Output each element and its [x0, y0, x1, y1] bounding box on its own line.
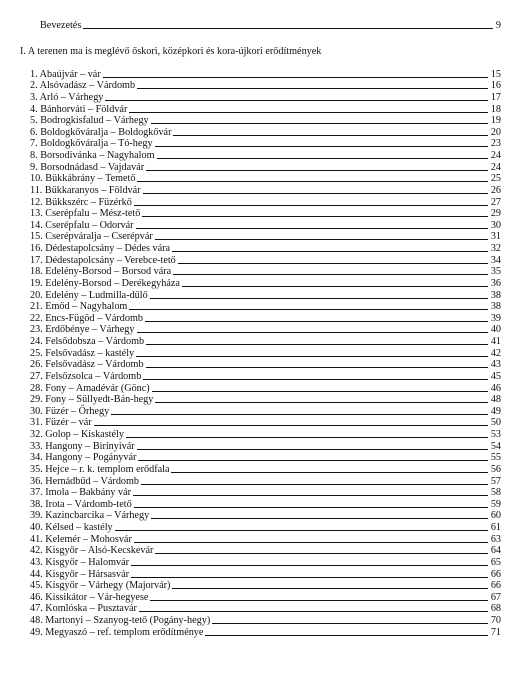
toc-entry: [30, 405, 501, 417]
section-title: I. A tereпen ma is meglévő őskori, középkori és kora-újkori erődítmények: [20, 46, 322, 57]
toc-leader: [134, 542, 488, 543]
toc-entry-label: 14. Cserépfalu – Odorvár: [30, 219, 134, 231]
toc-entry-page: 17: [490, 91, 501, 103]
toc-entry-page: 31: [490, 231, 501, 243]
toc-entry: [30, 347, 501, 359]
toc-entry-label: 2. Alsóvadász – Várdomb: [30, 80, 136, 92]
toc-leader: [146, 367, 488, 368]
toc-entry-label: 4. Bánhorváti – Földvár: [30, 103, 128, 115]
toc-entry-label: 23. Erdőbénye – Várhegy: [30, 324, 135, 336]
toc-entry-label: 3. Arló – Várhegy: [30, 91, 104, 103]
toc-leader: [103, 77, 488, 78]
toc-entry-page: 53: [490, 429, 501, 440]
toc-entry: [30, 498, 501, 510]
toc-entry-page: 49: [490, 405, 501, 417]
toc-intro-label: Bevezetés: [40, 20, 82, 31]
toc-entry-page: 29: [490, 208, 501, 220]
toc-leader: [143, 193, 488, 194]
toc-entry: [30, 580, 501, 592]
toc-intro-line: [40, 20, 501, 31]
toc-entry-label: 40. Kélsed – kastély: [30, 522, 113, 533]
toc-entry: [30, 173, 501, 185]
toc-entry: [30, 417, 501, 429]
toc-entry-page: 58: [490, 487, 501, 499]
toc-entry-label: 38. Irota – Várdomb-tető: [30, 498, 132, 510]
toc-leader: [171, 472, 487, 473]
toc-leader: [137, 332, 488, 333]
toc-entry-page: 34: [490, 254, 501, 266]
toc-entry-page: 30: [490, 219, 501, 231]
toc-entry-page: 15: [490, 68, 501, 80]
toc-leader: [83, 28, 493, 29]
toc-entry-page: 66: [490, 568, 501, 580]
toc-entry-label: 13. Cserépfalu – Mész-tető: [30, 208, 141, 220]
toc-leader: [131, 577, 488, 578]
toc-entry: [30, 335, 501, 347]
toc-entry-label: 25. Felsővadász – kastély: [30, 347, 135, 359]
toc-leader: [94, 425, 488, 426]
toc-entry: [30, 556, 501, 568]
toc-entry-page: 20: [490, 126, 501, 138]
toc-entry-label: 6. Boldogkőváralja – Boldogkővár: [30, 126, 172, 138]
toc-leader: [145, 321, 488, 322]
toc-leader: [126, 437, 488, 438]
toc-leader: [172, 251, 488, 252]
toc-entry-label: 49. Megyaszó – ref. templom erődítménye: [30, 626, 204, 638]
toc-entry-label: 48. Martonyi – Szanyog-tető (Pogány-hegy): [30, 615, 211, 626]
toc-leader: [137, 449, 488, 450]
toc-entry: [30, 510, 501, 522]
toc-entry-label: 41. Kelemér – Mohosvár: [30, 533, 132, 545]
toc-entry: [30, 242, 501, 254]
toc-leader: [136, 228, 488, 229]
toc-entry-label: 39. Kazincbarcika – Várhegy: [30, 510, 150, 522]
toc-entry-label: 30. Füzér – Őrhegy: [30, 405, 110, 417]
toc-entry-page: 42: [490, 347, 501, 359]
toc-entry-label: 8. Borsodivánka – Nagyhalom: [30, 150, 155, 161]
toc-entry: [30, 254, 501, 266]
toc-leader: [150, 600, 487, 601]
toc-entry-page: 60: [490, 510, 501, 522]
toc-leader: [182, 286, 488, 287]
toc-entry-page: 68: [490, 603, 501, 615]
toc-leader: [111, 414, 488, 415]
toc-entry-label: 34. Hangony – Pogányvár: [30, 452, 137, 464]
toc-leader: [146, 344, 488, 345]
toc-entry-page: 56: [490, 463, 501, 475]
toc-leader: [105, 100, 487, 101]
toc-entry: [30, 591, 501, 603]
toc-entry-label: 11. Bükkaranyos – Földvár: [30, 184, 141, 196]
toc-entry-label: 24. Felsődobsza – Várdomb: [30, 336, 145, 347]
toc-entry: [30, 184, 501, 196]
toc-entry-page: 65: [490, 556, 501, 568]
toc-entry: [30, 370, 501, 382]
toc-leader: [146, 170, 488, 171]
toc-entry: [30, 208, 501, 220]
toc-leader: [133, 495, 488, 496]
toc-entry-page: 64: [490, 545, 501, 557]
toc-entry-page: 16: [490, 80, 501, 92]
toc-entry: [30, 475, 501, 487]
toc-leader: [151, 123, 488, 124]
toc-leader: [212, 623, 488, 624]
toc-leader: [150, 298, 488, 299]
toc-entry-page: 38: [490, 301, 501, 313]
toc-entry-page: 70: [490, 615, 501, 626]
toc-entry-label: 17. Dédestapolcsány – Verebce-tető: [30, 254, 176, 266]
toc-leader: [137, 181, 487, 182]
toc-entry-page: 36: [490, 277, 501, 289]
toc-entry: [30, 161, 501, 173]
toc-entry-label: 10. Bükkábrány – Temető: [30, 173, 136, 185]
toc-entry: [30, 312, 501, 324]
toc-entry-page: 38: [490, 289, 501, 301]
toc-entry-label: 45. Kisgyőr – Várhegy (Majorvár): [30, 580, 171, 592]
toc-entry: [30, 115, 501, 127]
toc-leader: [205, 635, 487, 636]
toc-entry: [30, 603, 501, 615]
toc-entry-label: 42. Kisgyőr – Alsó-Kecskevár: [30, 545, 154, 557]
toc-entry-label: 16. Dédestapolcsány – Dédes vára: [30, 243, 171, 254]
toc-leader: [173, 135, 487, 136]
toc-entry: [30, 196, 501, 208]
toc-entry-label: 18. Edelény-Borsod – Borsod vára: [30, 266, 172, 278]
toc-entry-label: 33. Hangony – Birinyivár: [30, 440, 135, 452]
toc-entry-page: 67: [490, 591, 501, 603]
toc-entry-label: 12. Bükkszérc – Füzérkő: [30, 196, 132, 208]
toc-intro-page: 9: [495, 20, 501, 31]
toc-entry-page: 19: [490, 115, 501, 127]
toc-entry-page: 41: [490, 336, 501, 347]
toc-leader: [134, 507, 488, 508]
toc-entry-page: 71: [490, 626, 501, 638]
toc-entry-page: 48: [490, 394, 501, 406]
toc-entry: [30, 301, 501, 313]
toc-entry: [30, 80, 501, 92]
toc-entry-label: 29. Fony – Süllyedt-Bán-hegy: [30, 394, 154, 406]
toc-entry: [30, 149, 501, 161]
toc-entry: [30, 91, 501, 103]
toc-leader: [131, 565, 488, 566]
toc-entry-label: 19. Edelény-Borsod – Derékegyháza: [30, 277, 180, 289]
toc-entry: [30, 521, 501, 533]
toc-entry-page: 50: [490, 417, 501, 429]
toc-entry-label: 37. Imola – Bakbány vár: [30, 487, 131, 499]
toc-entry-label: 35. Hejce – r. k. templom erődfala: [30, 463, 170, 475]
toc-leader: [136, 356, 488, 357]
toc-leader: [141, 484, 488, 485]
toc-entry-page: 57: [490, 475, 501, 487]
toc-entry-page: 55: [490, 452, 501, 464]
toc-leader: [139, 611, 488, 612]
toc-entry-page: 24: [490, 161, 501, 173]
toc-entry: [30, 103, 501, 115]
toc-leader: [155, 239, 488, 240]
toc-entry-label: 22. Encs-Fügöd – Várdomb: [30, 312, 143, 324]
toc-entry-label: 7. Boldogkőváralja – Tó-hegy: [30, 138, 153, 150]
toc-entry-page: 45: [490, 370, 501, 382]
toc-entry-label: 20. Edelény – Ludmilla-dűlő: [30, 289, 148, 301]
toc-entry-label: 32. Golop – Kiskastély: [30, 429, 124, 440]
toc-entry-label: 28. Fony – Amadévár (Gönc): [30, 382, 150, 394]
toc-entry: [30, 324, 501, 336]
toc-entry: [30, 138, 501, 150]
toc-entry: [30, 231, 501, 243]
toc-leader: [178, 263, 488, 264]
toc-entry-label: 21. Emőd – Nagyhalom: [30, 301, 128, 313]
toc-entry: [30, 626, 501, 638]
toc-entry: [30, 440, 501, 452]
toc-entry-page: 23: [490, 138, 501, 150]
toc-entry: [30, 545, 501, 557]
toc-entry-label: 43. Kisgyőr – Halomvár: [30, 556, 130, 568]
toc-entry: [30, 266, 501, 278]
toc-entry: [30, 533, 501, 545]
toc-leader: [143, 379, 488, 380]
toc-entry: [30, 382, 501, 394]
toc-leader: [142, 216, 487, 217]
toc-leader: [115, 530, 488, 531]
toc-entry-label: 1. Abaújvár – vár: [30, 68, 101, 80]
toc-entry: [30, 277, 501, 289]
toc-leader: [152, 391, 488, 392]
toc-entry: [30, 614, 501, 626]
toc-entry-page: 43: [490, 359, 501, 371]
toc-leader: [155, 553, 487, 554]
toc-entry-page: 18: [490, 103, 501, 115]
toc-entry-label: 15. Cserépváralja – Cserépvár: [30, 231, 153, 243]
toc-entry: [30, 219, 501, 231]
toc-entry-page: 66: [490, 580, 501, 592]
toc-entry-label: 5. Bodrogkisfalud – Várhegy: [30, 115, 149, 127]
toc-entry: [30, 289, 501, 301]
toc-entry: [30, 428, 501, 440]
toc-entry: [30, 359, 501, 371]
toc-entry-label: 27. Felsőzsolca – Várdomb: [30, 370, 142, 382]
toc-leader: [151, 518, 488, 519]
toc-entry-page: 63: [490, 533, 501, 545]
toc-entry: [30, 126, 501, 138]
toc-entries: [30, 68, 501, 638]
toc-entry-page: 27: [490, 196, 501, 208]
toc-leader: [129, 309, 487, 310]
toc-entry-page: 40: [490, 324, 501, 336]
toc-entry-page: 54: [490, 440, 501, 452]
toc-entry-label: 36. Hernádbűd – Várdomb: [30, 475, 140, 487]
toc-entry: [30, 487, 501, 499]
toc-entry-page: 59: [490, 498, 501, 510]
toc-leader: [137, 88, 488, 89]
toc-entry-label: 46. Kissikátor – Vár-hegyese: [30, 591, 149, 603]
toc-entry-page: 46: [490, 382, 501, 394]
toc-entry-label: 47. Komlóska – Pusztavár: [30, 603, 137, 615]
toc-leader: [172, 588, 487, 589]
toc-entry-page: 26: [490, 184, 501, 196]
toc-entry-label: 9. Borsodnádasd – Vajdavár: [30, 161, 145, 173]
toc-entry-label: 26. Felsővadász – Várdomb: [30, 359, 144, 371]
toc-entry-label: 44. Kisgyőr – Hársasvár: [30, 568, 130, 580]
toc-entry-page: 35: [490, 266, 501, 278]
toc-leader: [173, 274, 488, 275]
toc-leader: [138, 460, 487, 461]
toc-leader: [155, 402, 487, 403]
toc-entry: [30, 568, 501, 580]
toc-entry: [30, 68, 501, 80]
toc-entry-page: 25: [490, 173, 501, 185]
toc-leader: [155, 146, 488, 147]
toc-entry: [30, 452, 501, 464]
toc-leader: [134, 205, 488, 206]
toc-entry-page: 39: [490, 312, 501, 324]
toc-leader: [129, 112, 487, 113]
toc-entry-page: 61: [490, 522, 501, 533]
toc-entry: [30, 463, 501, 475]
toc-entry: [30, 394, 501, 406]
toc-entry-label: 31. Füzér – vár: [30, 417, 92, 429]
toc-entry-page: 32: [490, 243, 501, 254]
toc-entry-page: 24: [490, 150, 501, 161]
toc-leader: [157, 158, 488, 159]
